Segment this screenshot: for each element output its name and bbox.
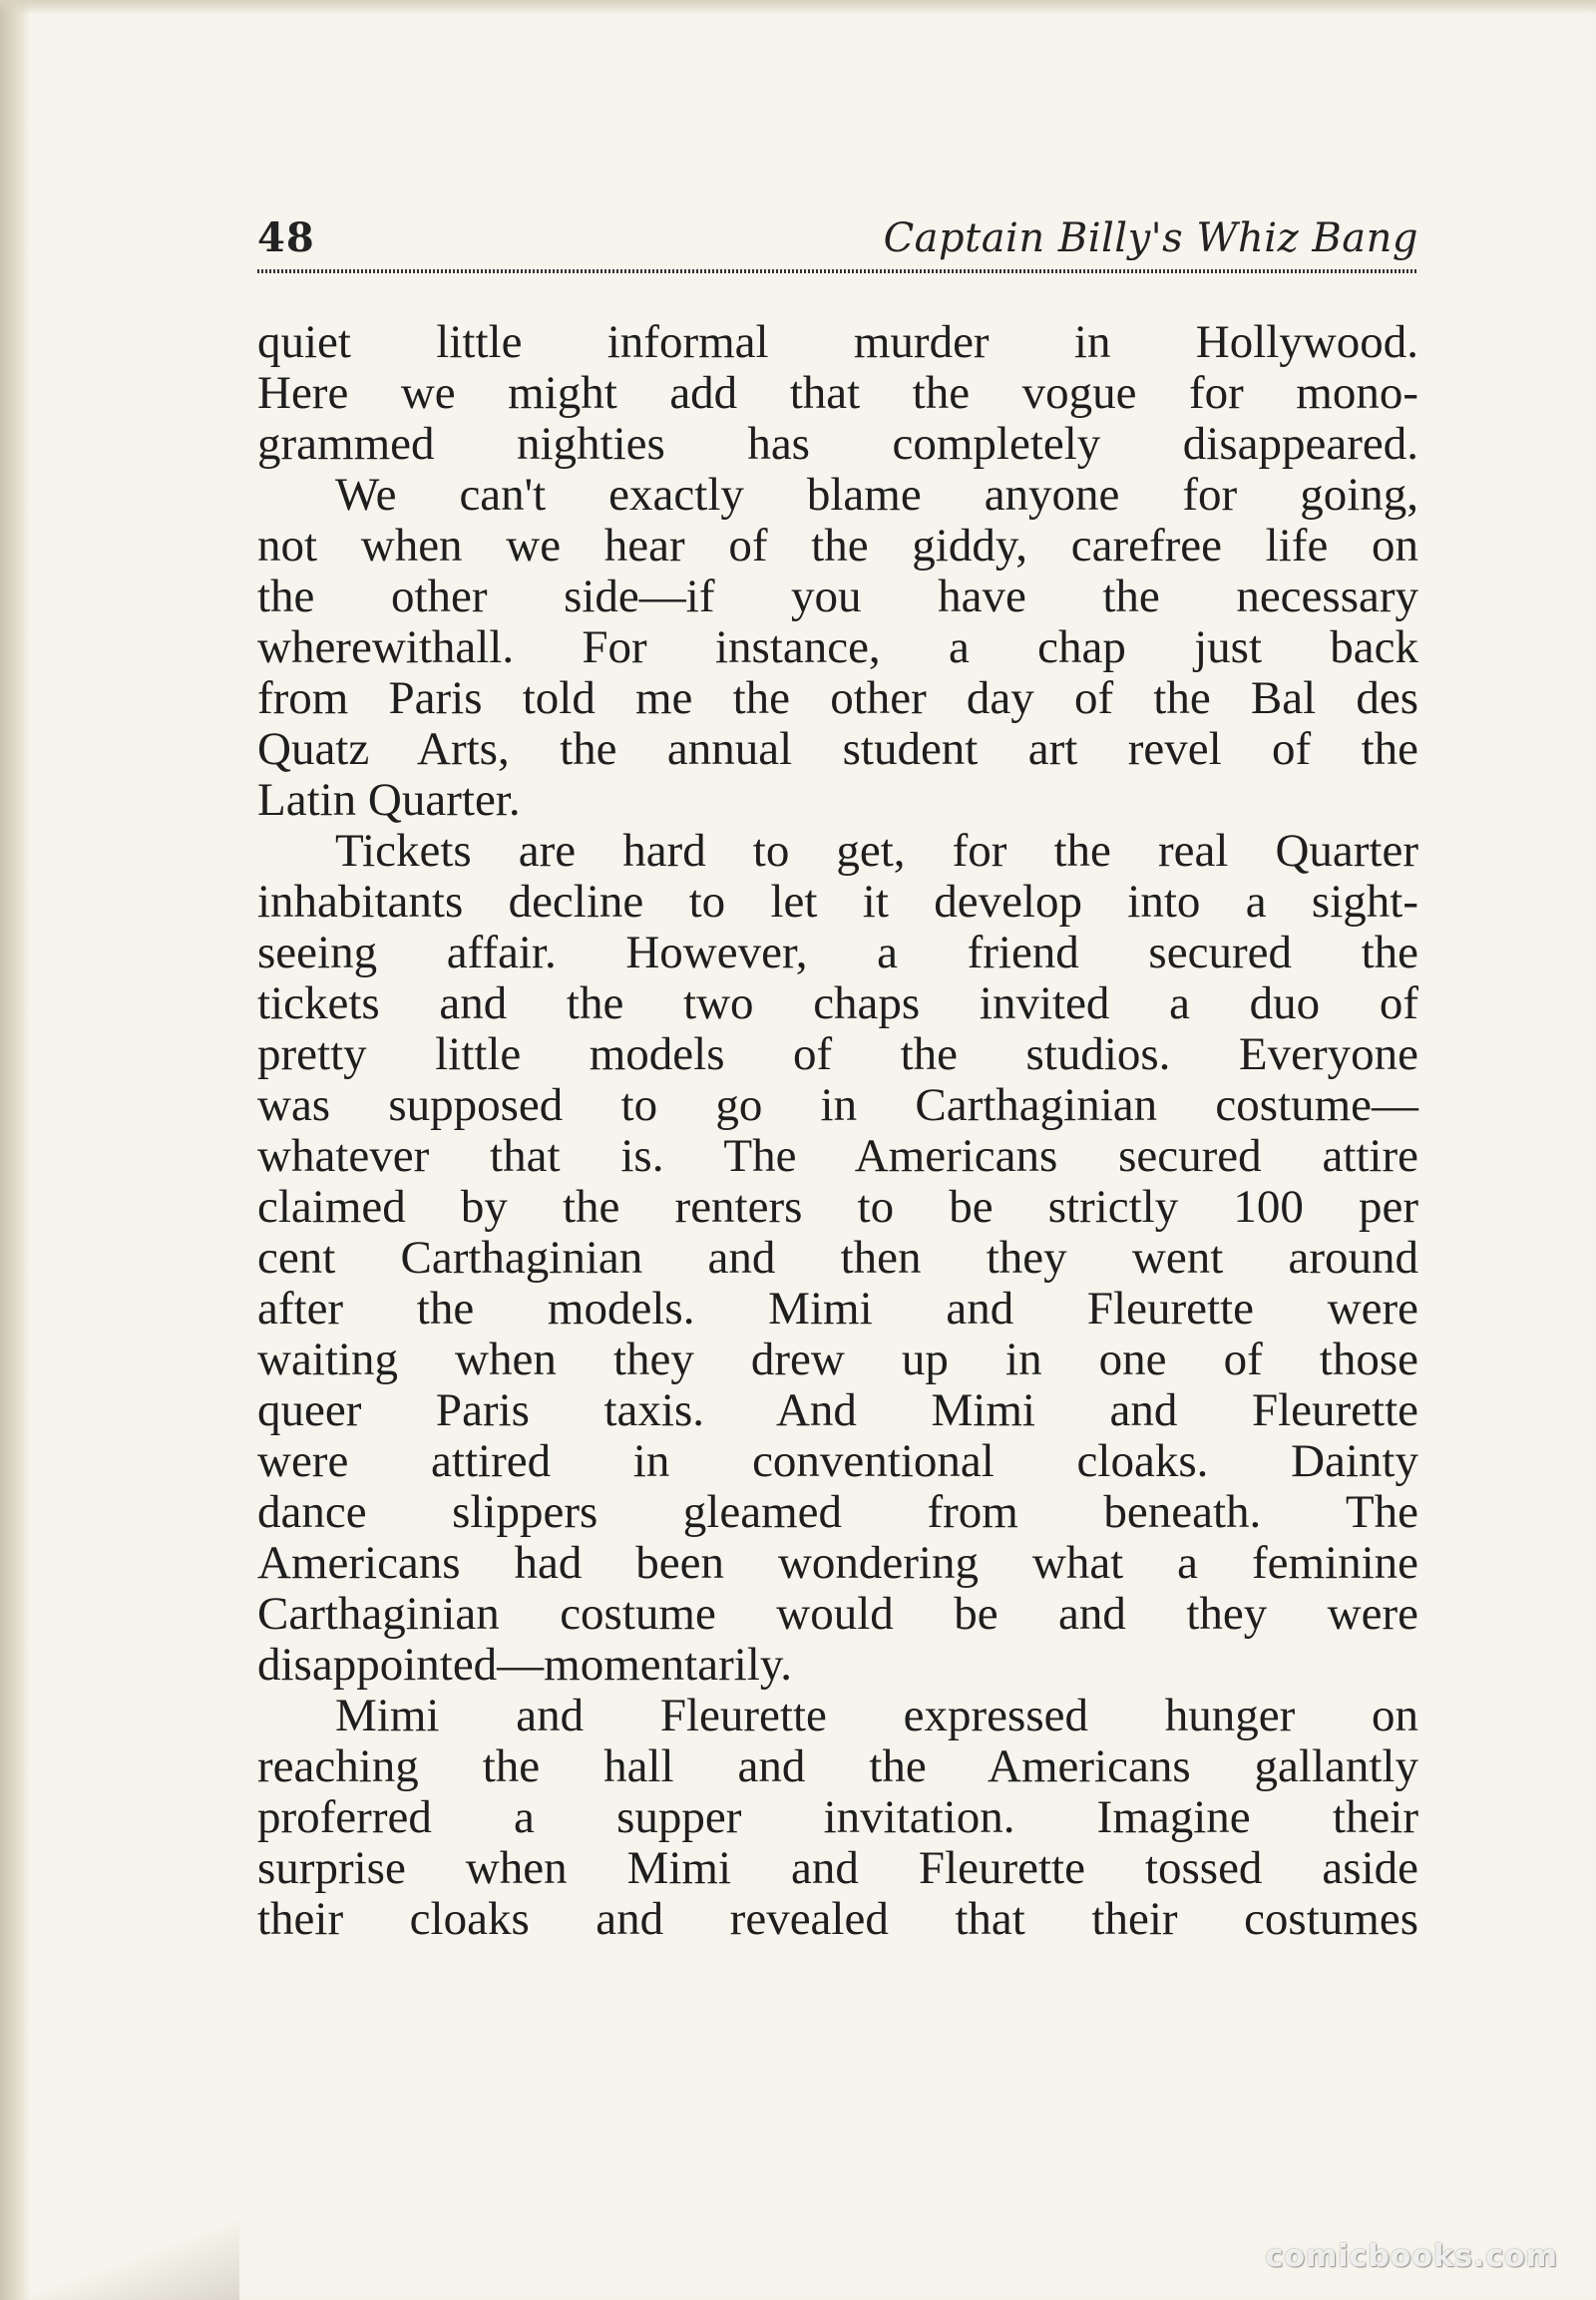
text-line: from Paris told me the other day of the Bal des (257, 672, 1418, 724)
text-line: seeing affair. However, a friend secured the (257, 927, 1418, 978)
text-line: quiet little informal murder in Hollywood. (257, 316, 1418, 368)
text-line: inhabitants decline to let it develop into a sight- (257, 876, 1418, 928)
text-line: Americans had been wondering what a feminine (257, 1537, 1418, 1589)
text-line: after the models. Mimi and Fleurette were (257, 1283, 1418, 1335)
text-line: wherewithall. For instance, a chap just back (257, 621, 1418, 673)
text-line: We can't exactly blame anyone for going, (335, 469, 1418, 521)
text-line: Latin Quarter. (257, 774, 521, 826)
text-line: was supposed to go in Carthaginian costume— (257, 1079, 1418, 1131)
binding-edge (0, 0, 30, 2300)
text-line: the other side—if you have the necessary (257, 571, 1418, 622)
text-line: cent Carthaginian and then they went around (257, 1232, 1418, 1284)
text-line: were attired in conventional cloaks. Dainty (257, 1435, 1418, 1487)
page-number: 48 (257, 214, 315, 261)
watermark: comicbooks.com (1265, 2239, 1558, 2274)
text-line: Mimi and Fleurette expressed hunger on (335, 1690, 1418, 1741)
text-line: Carthaginian costume would be and they were (257, 1588, 1418, 1640)
text-line: pretty little models of the studios. Everyone (257, 1028, 1418, 1080)
text-line: Tickets are hard to get, for the real Quarter (335, 825, 1418, 877)
text-line: proferred a supper invitation. Imagine their (257, 1791, 1418, 1843)
running-title: Captain Billy's Whiz Bang (883, 215, 1418, 261)
text-line: queer Paris taxis. And Mimi and Fleurette (257, 1384, 1418, 1436)
text-line: their cloaks and revealed that their costumes (257, 1893, 1418, 1945)
text-line: reaching the hall and the Americans gallantly (257, 1740, 1418, 1792)
text-line: claimed by the renters to be strictly 100 per (257, 1181, 1418, 1233)
text-line: Quatz Arts, the annual student art revel of the (257, 723, 1418, 775)
page-header (257, 207, 1418, 269)
text-line: tickets and the two chaps invited a duo of (257, 977, 1418, 1029)
body-text (257, 317, 1418, 1945)
text-line: grammed nighties has completely disappeared. (257, 418, 1418, 470)
header-rule (257, 269, 1418, 273)
top-page-edge (0, 0, 1596, 14)
text-line: disappointed—momentarily. (257, 1639, 793, 1691)
text-line: whatever that is. The Americans secured attire (257, 1130, 1418, 1182)
page-corner-shadow (0, 2180, 239, 2300)
text-line: surprise when Mimi and Fleurette tossed aside (257, 1842, 1418, 1894)
text-line: Here we might add that the vogue for mono- (257, 367, 1418, 419)
text-line: not when we hear of the giddy, carefree life on (257, 520, 1418, 572)
text-line: waiting when they drew up in one of those (257, 1334, 1418, 1385)
text-line: dance slippers gleamed from beneath. The (257, 1486, 1418, 1538)
